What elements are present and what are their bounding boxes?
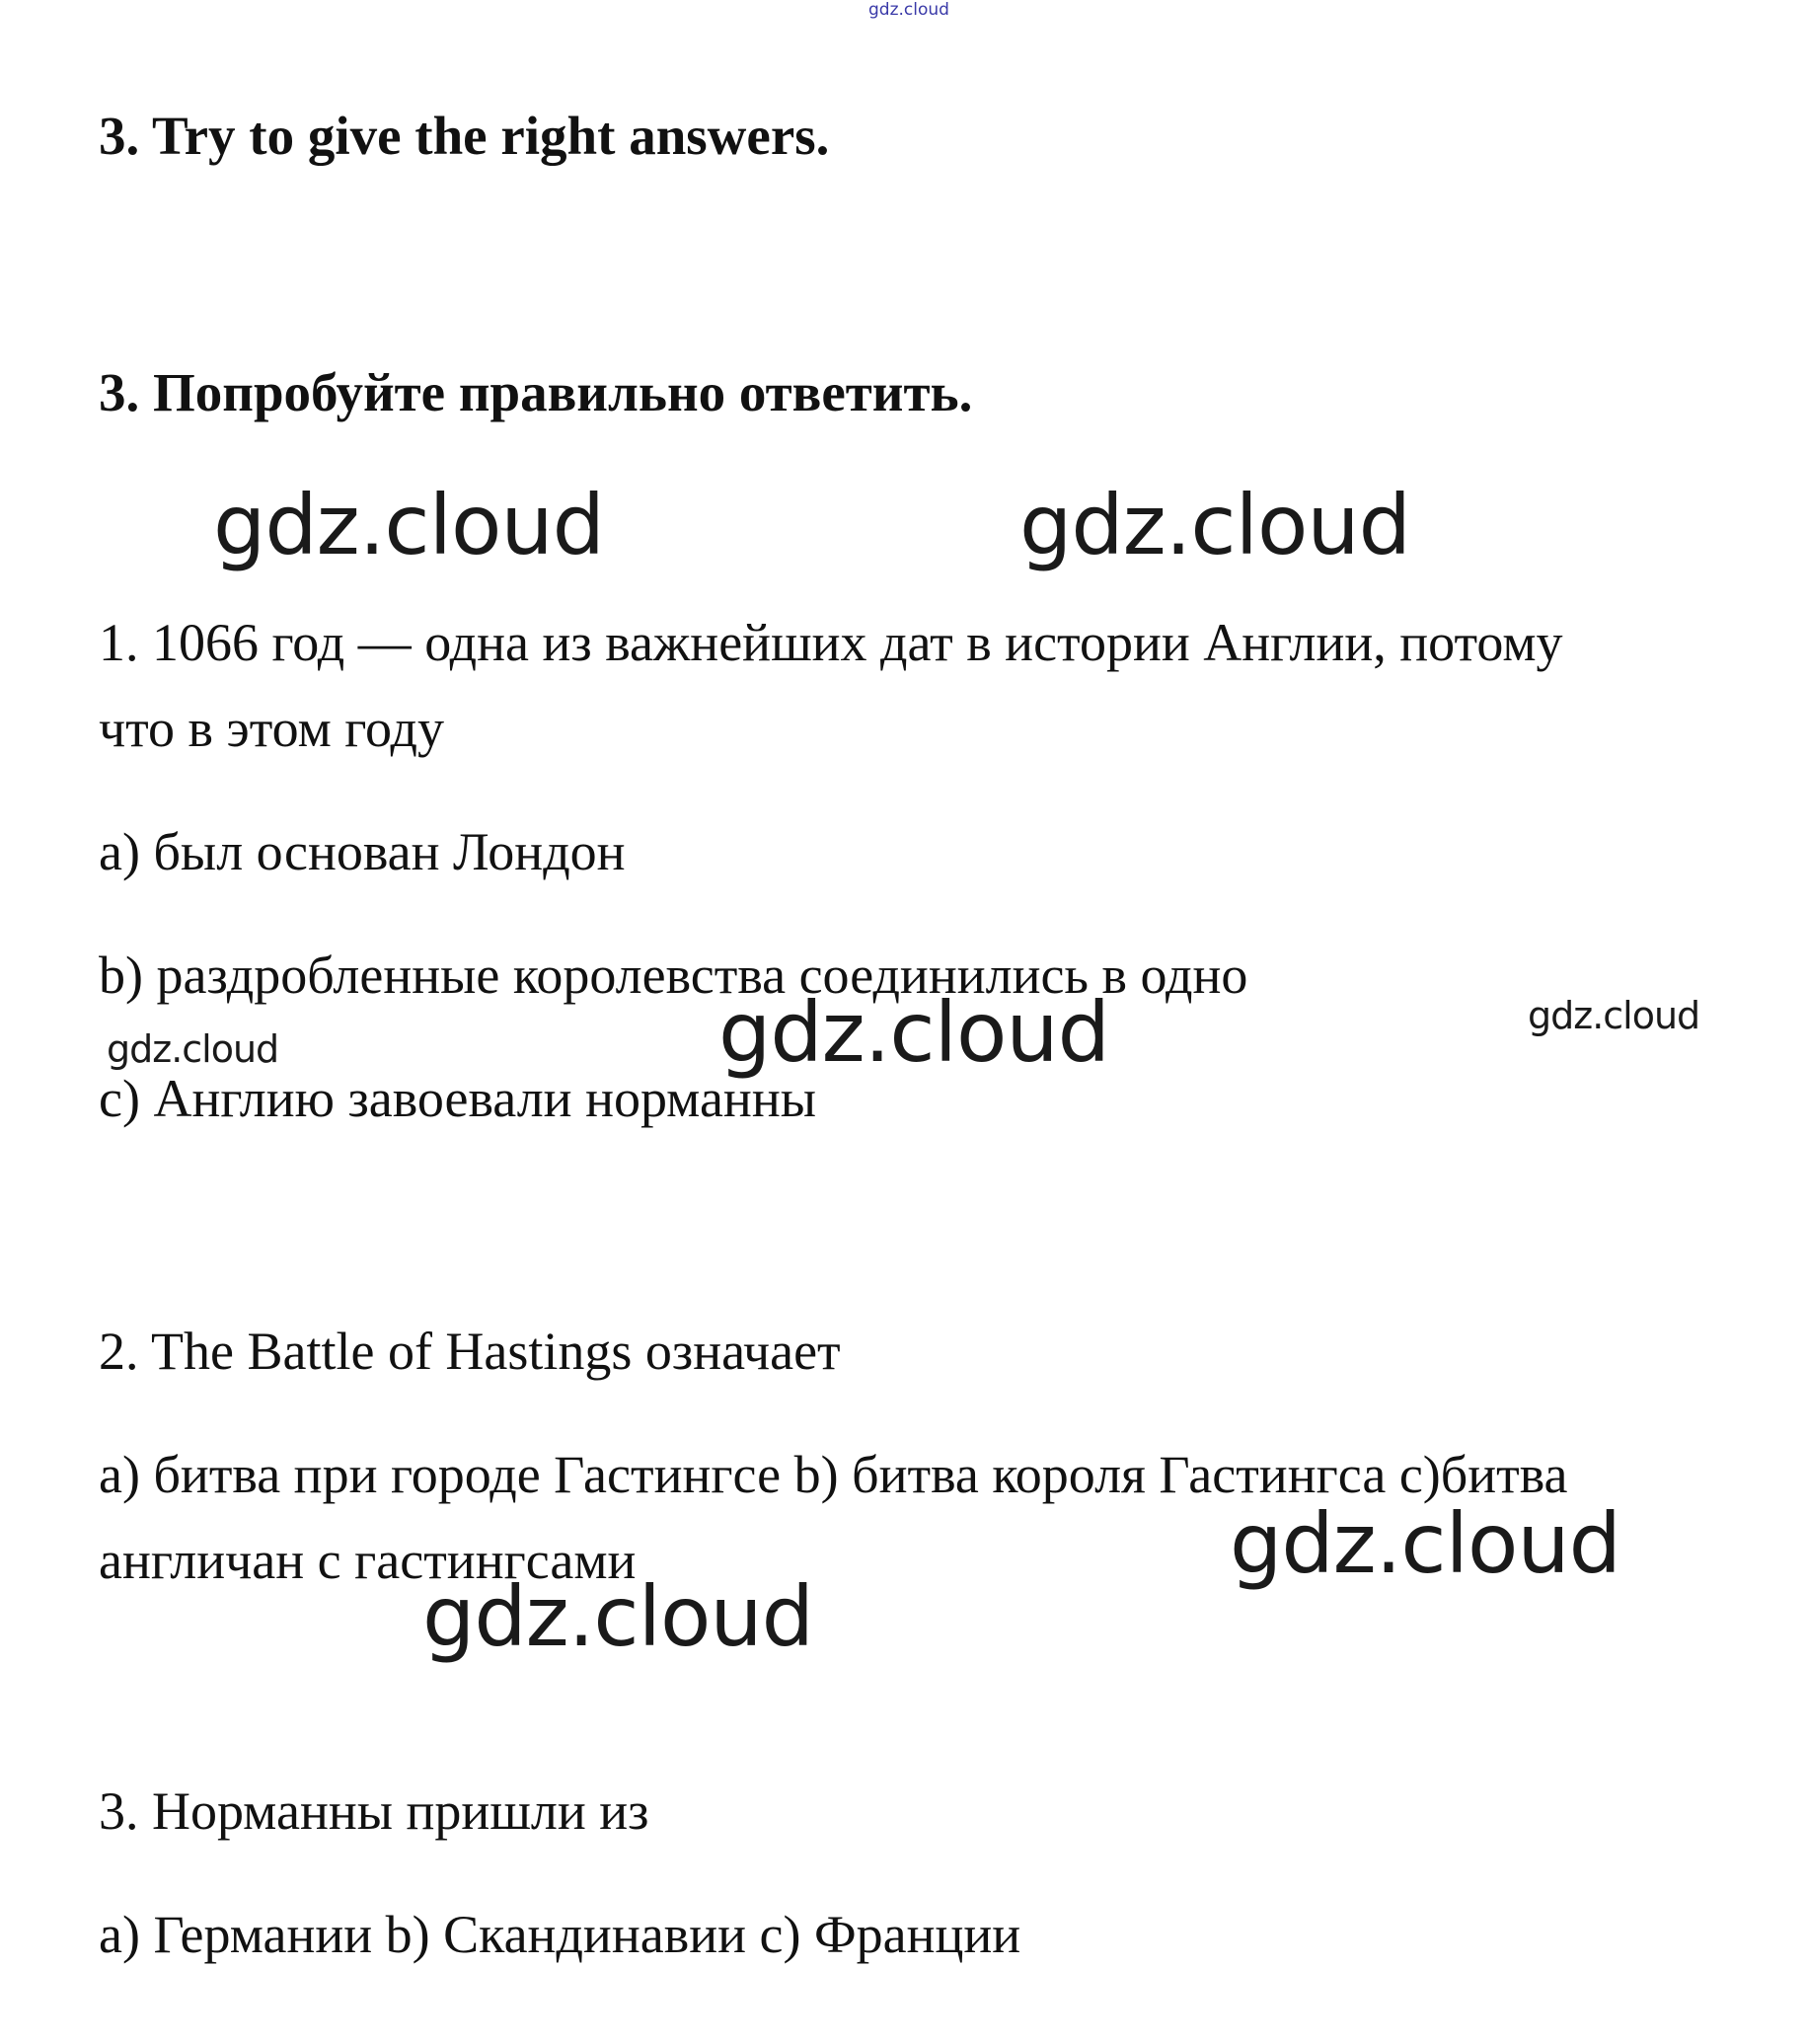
watermark-7: gdz.cloud bbox=[422, 1568, 813, 1665]
question-3-line-1: 3. Норманны пришли из bbox=[99, 1781, 649, 1841]
question-1-line-2: что в этом году bbox=[99, 699, 444, 758]
question-1-option-a: a) был основан Лондон bbox=[99, 822, 626, 881]
watermark-1: gdz.cloud bbox=[213, 477, 604, 573]
watermark-5: gdz.cloud bbox=[718, 984, 1109, 1081]
watermark-4: gdz.cloud bbox=[107, 1027, 279, 1071]
question-2-options-line-1: a) битва при городе Гастингсе b) битва короля Гастингса c)битва bbox=[99, 1445, 1568, 1504]
watermark-3: gdz.cloud bbox=[1528, 994, 1700, 1037]
watermark-2: gdz.cloud bbox=[1019, 477, 1410, 573]
heading-russian: 3. Попробуйте правильно ответить. bbox=[99, 362, 973, 422]
watermark-top: gdz.cloud bbox=[868, 0, 949, 20]
question-1-option-b: b) раздробленные королевства соединились в одно bbox=[99, 946, 1248, 1005]
watermark-6: gdz.cloud bbox=[1230, 1495, 1620, 1592]
question-2-line-1: 2. The Battle of Hastings означает bbox=[99, 1322, 841, 1381]
question-3-options: a) Германии b) Скандинавии c) Франции bbox=[99, 1905, 1021, 1964]
heading-english: 3. Try to give the right answers. bbox=[99, 106, 830, 166]
question-2-options-line-2: англичан с гастингсами bbox=[99, 1531, 637, 1590]
question-1-option-c: c) Англию завоевали норманны bbox=[99, 1069, 816, 1128]
question-1-line-1: 1. 1066 год — одна из важнейших дат в истории Англии, потому bbox=[99, 613, 1563, 672]
